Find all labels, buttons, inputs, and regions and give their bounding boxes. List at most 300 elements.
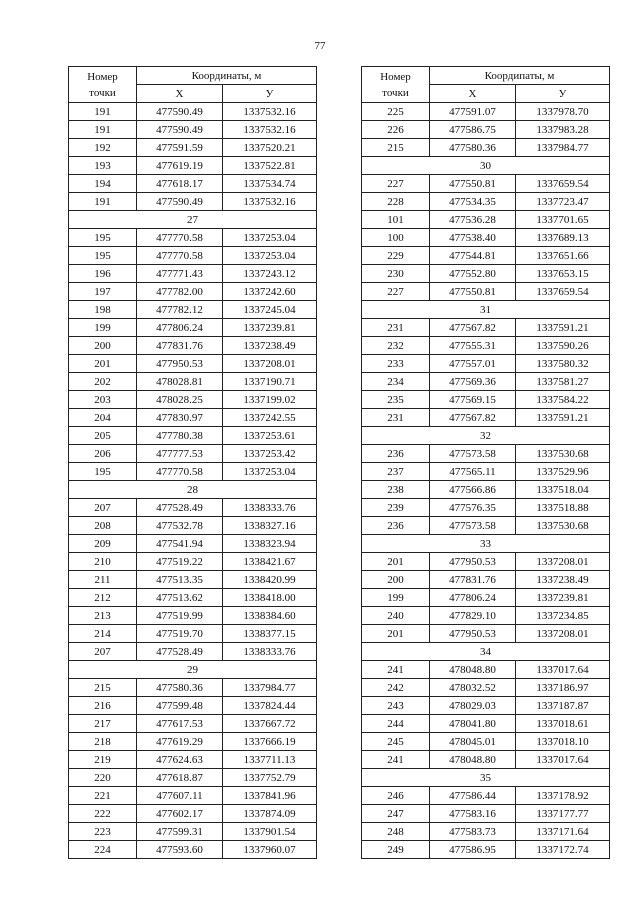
- y-header: У: [223, 85, 317, 103]
- section-row: [362, 301, 610, 319]
- y-coordinate-cell: 1337253.61: [223, 427, 317, 445]
- table-row: [362, 715, 610, 733]
- coordinates-table-right: [361, 66, 610, 859]
- x-coordinate-cell: 478041.80: [430, 715, 516, 733]
- x-coordinate-cell: 477950.53: [137, 355, 223, 373]
- x-coordinate-cell: 477591.59: [137, 139, 223, 157]
- section-number: 31: [362, 301, 610, 319]
- x-coordinate-cell: 477555.31: [430, 337, 516, 355]
- point-number-cell: 236: [362, 445, 430, 463]
- x-coordinate-cell: 477519.99: [137, 607, 223, 625]
- x-coordinate-cell: 477580.36: [137, 679, 223, 697]
- y-coordinate-cell: 1337667.72: [223, 715, 317, 733]
- x-coordinate-cell: 477550.81: [430, 175, 516, 193]
- point-number-cell: 205: [69, 427, 137, 445]
- point-number-cell: 246: [362, 787, 430, 805]
- x-coordinate-cell: 478028.25: [137, 391, 223, 409]
- y-coordinate-cell: 1337723.47: [516, 193, 610, 211]
- x-coordinate-cell: 477830.97: [137, 409, 223, 427]
- table-row: [362, 103, 610, 121]
- y-coordinate-cell: 1337984.77: [223, 679, 317, 697]
- x-header: X: [430, 85, 516, 103]
- y-coordinate-cell: 1337659.54: [516, 175, 610, 193]
- y-coordinate-cell: 1337018.10: [516, 733, 610, 751]
- y-coordinate-cell: 1337978.70: [516, 103, 610, 121]
- y-coordinate-cell: 1337186.97: [516, 679, 610, 697]
- section-number: 34: [362, 643, 610, 661]
- point-number-cell: 207: [69, 499, 137, 517]
- section-row: [69, 211, 317, 229]
- y-coordinate-cell: 1337172.74: [516, 841, 610, 859]
- point-number-cell: 225: [362, 103, 430, 121]
- section-number: 33: [362, 535, 610, 553]
- table-row: [69, 157, 317, 175]
- x-coordinate-cell: 477607.11: [137, 787, 223, 805]
- y-coordinate-cell: 1337208.01: [516, 625, 610, 643]
- table-row: [362, 445, 610, 463]
- table-row: [69, 445, 317, 463]
- table-row: [362, 661, 610, 679]
- y-coordinate-cell: 1337017.64: [516, 661, 610, 679]
- y-coordinate-cell: 1337239.81: [516, 589, 610, 607]
- table-header: [69, 67, 317, 103]
- x-coordinate-cell: 477782.12: [137, 301, 223, 319]
- x-coordinate-cell: 477569.36: [430, 373, 516, 391]
- x-coordinate-cell: 478048.80: [430, 661, 516, 679]
- point-number-cell: 220: [69, 769, 137, 787]
- point-number-cell: 230: [362, 265, 430, 283]
- y-coordinate-cell: 1337701.65: [516, 211, 610, 229]
- point-number-cell: 198: [69, 301, 137, 319]
- section-row: [362, 157, 610, 175]
- section-row: [69, 661, 317, 679]
- x-coordinate-cell: 477777.53: [137, 445, 223, 463]
- point-number-cell: 222: [69, 805, 137, 823]
- y-coordinate-cell: 1338333.76: [223, 499, 317, 517]
- table-row: [69, 121, 317, 139]
- point-number-cell: 201: [362, 625, 430, 643]
- table-row: [362, 337, 610, 355]
- table-body: [362, 103, 610, 859]
- y-coordinate-cell: 1337234.85: [516, 607, 610, 625]
- table-row: [69, 679, 317, 697]
- table-row: [69, 805, 317, 823]
- point-number-cell: 191: [69, 193, 137, 211]
- table-row: [362, 139, 610, 157]
- y-coordinate-cell: 1337591.21: [516, 409, 610, 427]
- x-coordinate-cell: 477580.36: [430, 139, 516, 157]
- x-coordinate-cell: 477586.75: [430, 121, 516, 139]
- table-row: [69, 427, 317, 445]
- point-number-cell: 201: [362, 553, 430, 571]
- table-row: [362, 283, 610, 301]
- y-coordinate-cell: 1337584.22: [516, 391, 610, 409]
- point-number-cell: 247: [362, 805, 430, 823]
- table-body: [69, 103, 317, 859]
- table-row: [362, 553, 610, 571]
- section-row: [362, 535, 610, 553]
- point-number-cell: 224: [69, 841, 137, 859]
- x-coordinate-cell: 477583.73: [430, 823, 516, 841]
- point-number-cell: 216: [69, 697, 137, 715]
- x-coordinate-cell: 477618.17: [137, 175, 223, 193]
- y-coordinate-cell: 1337017.64: [516, 751, 610, 769]
- point-number-header: [69, 67, 137, 103]
- x-coordinate-cell: 477831.76: [430, 571, 516, 589]
- x-coordinate-cell: 477831.76: [137, 337, 223, 355]
- section-number: 27: [69, 211, 317, 229]
- table-row: [362, 571, 610, 589]
- point-number-cell: 200: [362, 571, 430, 589]
- point-number-cell: 202: [69, 373, 137, 391]
- table-row: [362, 589, 610, 607]
- table-row: [362, 805, 610, 823]
- coordinates-header: Коордипаты, м: [430, 67, 610, 85]
- table-row: [69, 391, 317, 409]
- x-coordinate-cell: 477770.58: [137, 463, 223, 481]
- x-coordinate-cell: 477586.44: [430, 787, 516, 805]
- table-row: [69, 139, 317, 157]
- x-coordinate-cell: 477536.28: [430, 211, 516, 229]
- table-row: [362, 373, 610, 391]
- table-row: [69, 823, 317, 841]
- y-coordinate-cell: 1337208.01: [516, 553, 610, 571]
- table-row: [69, 751, 317, 769]
- point-number-cell: 234: [362, 373, 430, 391]
- point-number-cell: 226: [362, 121, 430, 139]
- y-coordinate-cell: 1337534.74: [223, 175, 317, 193]
- y-coordinate-cell: 1337518.04: [516, 481, 610, 499]
- table-row: [69, 373, 317, 391]
- y-coordinate-cell: 1337529.96: [516, 463, 610, 481]
- x-coordinate-cell: 477550.81: [430, 283, 516, 301]
- point-number-cell: 192: [69, 139, 137, 157]
- section-number: 30: [362, 157, 610, 175]
- point-number-cell: 238: [362, 481, 430, 499]
- table-row: [69, 319, 317, 337]
- y-coordinate-cell: 1337659.54: [516, 283, 610, 301]
- y-coordinate-cell: 1337581.27: [516, 373, 610, 391]
- y-coordinate-cell: 1337253.04: [223, 247, 317, 265]
- table-row: [362, 823, 610, 841]
- x-coordinate-cell: 477950.53: [430, 553, 516, 571]
- table-row: [362, 697, 610, 715]
- x-coordinate-cell: 477770.58: [137, 247, 223, 265]
- y-coordinate-cell: 1337666.19: [223, 733, 317, 751]
- x-coordinate-cell: 477770.58: [137, 229, 223, 247]
- table-row: [362, 409, 610, 427]
- y-coordinate-cell: 1337253.04: [223, 463, 317, 481]
- table-row: [362, 193, 610, 211]
- x-coordinate-cell: 477829.10: [430, 607, 516, 625]
- table-row: [69, 589, 317, 607]
- y-coordinate-cell: 1337208.01: [223, 355, 317, 373]
- table-row: [362, 211, 610, 229]
- table-row: [69, 697, 317, 715]
- x-coordinate-cell: 478048.80: [430, 751, 516, 769]
- point-number-cell: 218: [69, 733, 137, 751]
- point-number-cell: 221: [69, 787, 137, 805]
- y-coordinate-cell: 1337177.77: [516, 805, 610, 823]
- point-number-cell: 207: [69, 643, 137, 661]
- x-coordinate-cell: 477576.35: [430, 499, 516, 517]
- x-coordinate-cell: 477573.58: [430, 445, 516, 463]
- table-row: [69, 553, 317, 571]
- point-number-cell: 206: [69, 445, 137, 463]
- point-number-cell: 101: [362, 211, 430, 229]
- y-coordinate-cell: 1337253.42: [223, 445, 317, 463]
- x-coordinate-cell: 477534.35: [430, 193, 516, 211]
- point-number-cell: 239: [362, 499, 430, 517]
- table-row: [69, 535, 317, 553]
- y-coordinate-cell: 1337901.54: [223, 823, 317, 841]
- table-row: [362, 319, 610, 337]
- table-row: [69, 517, 317, 535]
- y-coordinate-cell: 1337711.13: [223, 751, 317, 769]
- point-number-cell: 243: [362, 697, 430, 715]
- page-number: 77: [314, 40, 326, 52]
- point-number-cell: 227: [362, 283, 430, 301]
- point-number-cell: 196: [69, 265, 137, 283]
- point-number-cell: 231: [362, 409, 430, 427]
- table-row: [362, 841, 610, 859]
- y-coordinate-cell: 1337238.49: [223, 337, 317, 355]
- x-coordinate-cell: 477617.53: [137, 715, 223, 733]
- section-row: [362, 769, 610, 787]
- y-coordinate-cell: 1338384.60: [223, 607, 317, 625]
- x-coordinate-cell: 477528.49: [137, 499, 223, 517]
- table-row: [69, 625, 317, 643]
- x-coordinate-cell: 477591.07: [430, 103, 516, 121]
- x-coordinate-cell: 477565.11: [430, 463, 516, 481]
- x-coordinate-cell: 477618.87: [137, 769, 223, 787]
- point-number-cell: 235: [362, 391, 430, 409]
- table-row: [69, 715, 317, 733]
- point-number-cell: 227: [362, 175, 430, 193]
- y-coordinate-cell: 1337518.88: [516, 499, 610, 517]
- x-coordinate-cell: 477590.49: [137, 193, 223, 211]
- x-coordinate-cell: 477619.19: [137, 157, 223, 175]
- table-row: [362, 463, 610, 481]
- point-number-cell: 215: [69, 679, 137, 697]
- y-coordinate-cell: 1337239.81: [223, 319, 317, 337]
- table-row: [69, 571, 317, 589]
- y-coordinate-cell: 1337243.12: [223, 265, 317, 283]
- y-coordinate-cell: 1337874.09: [223, 805, 317, 823]
- x-coordinate-cell: 477519.70: [137, 625, 223, 643]
- x-coordinate-cell: 477590.49: [137, 121, 223, 139]
- table-row: [362, 175, 610, 193]
- x-coordinate-cell: 477544.81: [430, 247, 516, 265]
- point-number-cell: 100: [362, 229, 430, 247]
- y-coordinate-cell: 1337190.71: [223, 373, 317, 391]
- point-number-cell: 240: [362, 607, 430, 625]
- x-coordinate-cell: 477619.29: [137, 733, 223, 751]
- table-row: [362, 481, 610, 499]
- point-number-cell: 223: [69, 823, 137, 841]
- x-coordinate-cell: 477590.49: [137, 103, 223, 121]
- table-row: [69, 643, 317, 661]
- section-number: 32: [362, 427, 610, 445]
- x-coordinate-cell: 477566.86: [430, 481, 516, 499]
- y-coordinate-cell: 1338377.15: [223, 625, 317, 643]
- x-coordinate-cell: 477532.78: [137, 517, 223, 535]
- point-label-line1: Номер: [380, 70, 411, 83]
- y-coordinate-cell: 1337253.04: [223, 229, 317, 247]
- x-coordinate-cell: 477528.49: [137, 643, 223, 661]
- x-coordinate-cell: 478028.81: [137, 373, 223, 391]
- point-label-line1: Номер: [87, 70, 118, 83]
- x-coordinate-cell: 477624.63: [137, 751, 223, 769]
- y-coordinate-cell: 1337178.92: [516, 787, 610, 805]
- point-number-cell: 195: [69, 247, 137, 265]
- point-number-cell: 212: [69, 589, 137, 607]
- point-number-cell: 213: [69, 607, 137, 625]
- x-coordinate-cell: 478032.52: [430, 679, 516, 697]
- point-number-header: [362, 67, 430, 103]
- point-number-cell: 197: [69, 283, 137, 301]
- table-row: [362, 679, 610, 697]
- x-coordinate-cell: 477593.60: [137, 841, 223, 859]
- table-row: [69, 193, 317, 211]
- point-number-cell: 229: [362, 247, 430, 265]
- y-coordinate-cell: 1337171.64: [516, 823, 610, 841]
- x-coordinate-cell: 477513.62: [137, 589, 223, 607]
- x-header: X: [137, 85, 223, 103]
- point-number-cell: 194: [69, 175, 137, 193]
- table-row: [69, 337, 317, 355]
- coordinates-table-left: [68, 66, 317, 859]
- y-coordinate-cell: 1337983.28: [516, 121, 610, 139]
- x-coordinate-cell: 477586.95: [430, 841, 516, 859]
- point-number-cell: 193: [69, 157, 137, 175]
- y-coordinate-cell: 1337984.77: [516, 139, 610, 157]
- table-row: [362, 733, 610, 751]
- y-coordinate-cell: 1338420.99: [223, 571, 317, 589]
- table-row: [69, 769, 317, 787]
- table-row: [69, 301, 317, 319]
- x-coordinate-cell: 477602.17: [137, 805, 223, 823]
- point-number-cell: 241: [362, 751, 430, 769]
- y-coordinate-cell: 1337242.60: [223, 283, 317, 301]
- y-coordinate-cell: 1338333.76: [223, 643, 317, 661]
- table-row: [69, 499, 317, 517]
- x-coordinate-cell: 477557.01: [430, 355, 516, 373]
- table-row: [362, 355, 610, 373]
- point-number-cell: 191: [69, 121, 137, 139]
- x-coordinate-cell: 477599.48: [137, 697, 223, 715]
- x-coordinate-cell: 477519.22: [137, 553, 223, 571]
- y-coordinate-cell: 1338421.67: [223, 553, 317, 571]
- table-row: [362, 391, 610, 409]
- table-row: [69, 841, 317, 859]
- y-coordinate-cell: 1337590.26: [516, 337, 610, 355]
- point-number-cell: 232: [362, 337, 430, 355]
- y-coordinate-cell: 1337187.87: [516, 697, 610, 715]
- table-row: [69, 229, 317, 247]
- x-coordinate-cell: 477513.35: [137, 571, 223, 589]
- section-number: 28: [69, 481, 317, 499]
- y-coordinate-cell: 1337018.61: [516, 715, 610, 733]
- y-coordinate-cell: 1337591.21: [516, 319, 610, 337]
- table-row: [362, 517, 610, 535]
- table-row: [69, 733, 317, 751]
- section-row: [362, 427, 610, 445]
- table-row: [362, 625, 610, 643]
- x-coordinate-cell: 477573.58: [430, 517, 516, 535]
- x-coordinate-cell: 477780.38: [137, 427, 223, 445]
- table-row: [69, 409, 317, 427]
- table-row: [362, 751, 610, 769]
- y-coordinate-cell: 1337580.32: [516, 355, 610, 373]
- x-coordinate-cell: 477950.53: [430, 625, 516, 643]
- y-coordinate-cell: 1337242.55: [223, 409, 317, 427]
- point-number-cell: 215: [362, 139, 430, 157]
- x-coordinate-cell: 478045.01: [430, 733, 516, 751]
- y-coordinate-cell: 1337960.07: [223, 841, 317, 859]
- y-header: У: [516, 85, 610, 103]
- y-coordinate-cell: 1337532.16: [223, 121, 317, 139]
- y-coordinate-cell: 1337245.04: [223, 301, 317, 319]
- table-row: [69, 175, 317, 193]
- x-coordinate-cell: 477541.94: [137, 535, 223, 553]
- y-coordinate-cell: 1337532.16: [223, 193, 317, 211]
- x-coordinate-cell: 477599.31: [137, 823, 223, 841]
- table-header: [362, 67, 610, 103]
- point-number-cell: 211: [69, 571, 137, 589]
- table-row: [69, 607, 317, 625]
- y-coordinate-cell: 1337238.49: [516, 571, 610, 589]
- point-number-cell: 204: [69, 409, 137, 427]
- point-number-cell: 191: [69, 103, 137, 121]
- point-number-cell: 200: [69, 337, 137, 355]
- point-label-line2: точки: [382, 86, 409, 99]
- point-number-cell: 199: [69, 319, 137, 337]
- y-coordinate-cell: 1337199.02: [223, 391, 317, 409]
- table-row: [69, 355, 317, 373]
- point-number-cell: 195: [69, 463, 137, 481]
- point-number-cell: 208: [69, 517, 137, 535]
- x-coordinate-cell: 477806.24: [137, 319, 223, 337]
- x-coordinate-cell: 477583.16: [430, 805, 516, 823]
- point-number-cell: 228: [362, 193, 430, 211]
- table-row: [69, 283, 317, 301]
- table-row: [69, 103, 317, 121]
- x-coordinate-cell: 477771.43: [137, 265, 223, 283]
- table-row: [362, 229, 610, 247]
- x-coordinate-cell: 477569.15: [430, 391, 516, 409]
- table-row: [69, 463, 317, 481]
- point-number-cell: 201: [69, 355, 137, 373]
- y-coordinate-cell: 1337530.68: [516, 445, 610, 463]
- point-number-cell: 241: [362, 661, 430, 679]
- x-coordinate-cell: 477567.82: [430, 319, 516, 337]
- point-number-cell: 199: [362, 589, 430, 607]
- x-coordinate-cell: 478029.03: [430, 697, 516, 715]
- y-coordinate-cell: 1337841.96: [223, 787, 317, 805]
- y-coordinate-cell: 1338323.94: [223, 535, 317, 553]
- section-number: 29: [69, 661, 317, 679]
- y-coordinate-cell: 1337651.66: [516, 247, 610, 265]
- coordinates-header: Координаты, м: [137, 67, 317, 85]
- section-row: [69, 481, 317, 499]
- point-number-cell: 245: [362, 733, 430, 751]
- table-row: [69, 265, 317, 283]
- point-number-cell: 217: [69, 715, 137, 733]
- section-number: 35: [362, 769, 610, 787]
- point-number-cell: 209: [69, 535, 137, 553]
- point-number-cell: 203: [69, 391, 137, 409]
